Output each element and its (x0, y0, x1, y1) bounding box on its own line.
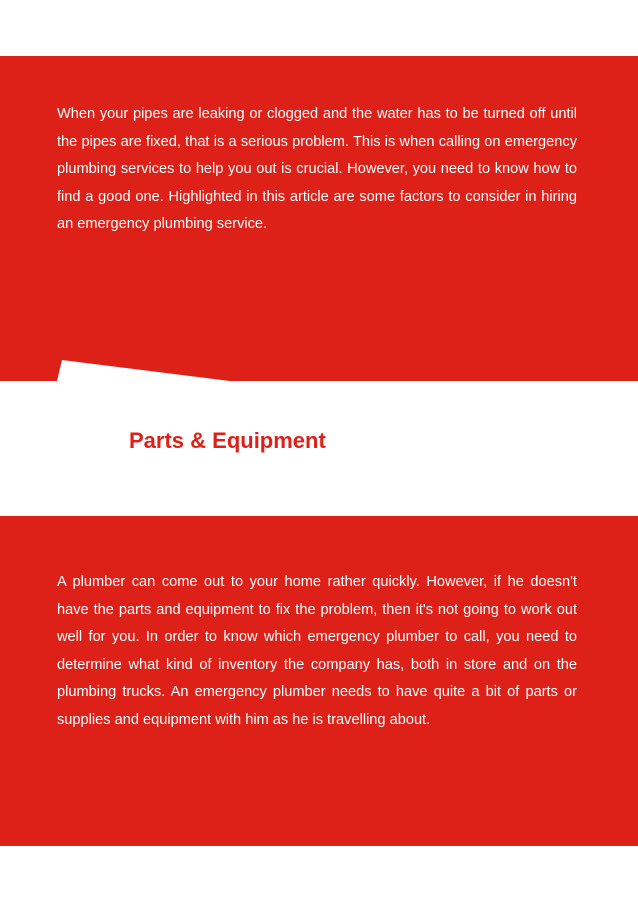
parts-equipment-paragraph: A plumber can come out to your home rather quickly. However, if he doesn't have the parts and equipment to fix the problem, then it's not going to work out well for you. In order to know which emergency plumber to call, you need to determine what kind of inventory the company has, both in store and on the plumbing trucks. An emergency plumber needs to have quite a bit of parts or supplies and equipment with him as he is travelling about. (57, 574, 577, 728)
intro-paragraph: When your pipes are leaking or clogged and the water has to be turned off until the pipes are fixed, that is a serious problem. This is when calling on emergency plumbing services to help you out is crucial. However, you need to know how to find a good one. Highlighted in this article are some factors to consider in hiring an emergency plumbing service. (57, 106, 577, 233)
parts-equipment-heading: Parts & Equipment (129, 428, 326, 453)
